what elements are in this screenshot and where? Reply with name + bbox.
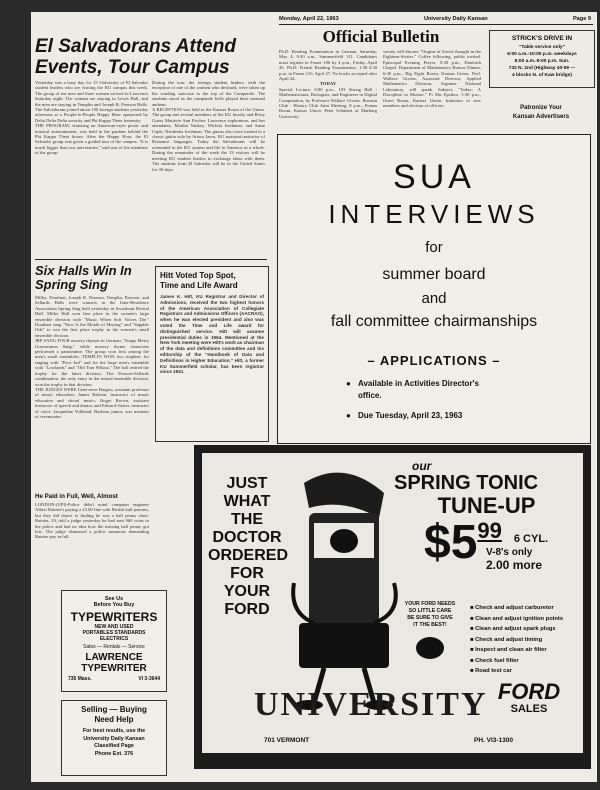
ford-check-item: ■ Check and adjust timing <box>470 636 543 643</box>
typewriter-footer <box>68 676 160 682</box>
ford-phone: PH. VI3-1300 <box>474 737 514 744</box>
sua-bullet-2-text: Due Tuesday, April 23, 1963 <box>358 411 463 420</box>
stricks-line3: 8:00 a.m.-9:00 p.m. Sun. <box>514 59 570 64</box>
ford-needs1: YOUR FORD NEEDS <box>404 601 456 607</box>
bulletin-text-2: Special Lecture, 8:00 p.m., 103 Strong Hall - Mathematicians, Biologists, and Engineers in Digital Computation, by Professor Wallace Givens. Russian Club - History Club Joint Meeting, 8 p.m., Forum Room, Kansas Union. Peter Schubert of Marburg University. <box>279 86 377 119</box>
sua-bullet-1-text: Available in Activities Director's office. <box>358 379 479 400</box>
ford-price-dollars: $5 <box>424 516 478 569</box>
sixhalls-headline: Six Halls Win In Spring Sing <box>35 263 132 292</box>
classified-body3: Classified Page <box>94 743 134 749</box>
hitt-headline-2: Time and Life Award <box>160 281 238 290</box>
ford-checklist <box>470 603 580 677</box>
stricks-title: STRICK'S DRIVE IN <box>511 35 573 42</box>
classified-heading <box>62 705 166 725</box>
sixhalls-text-3: THE JUDGES WERE Genevieve Hargiss, assistant professor of music education; James Ralston, instructor of music education and choral music; Roger Brown, assistant instructor of speech and drama; and Edward Souter, instructor of voice. Jacqueline Volkland, Bushton junior, was mistress of ceremonies. <box>35 386 149 419</box>
ford-left2: WHAT <box>223 493 271 510</box>
sua-title: SUA <box>393 158 475 196</box>
salvador-headline: El Salvadorans Attend Events, Tour Campus <box>35 36 236 78</box>
sua-line2: fall committee chairmanships <box>330 313 538 330</box>
patronize-notice <box>489 104 593 122</box>
sixhalls-article <box>35 295 149 490</box>
typewriter-addr: 735 Mass. <box>68 676 92 682</box>
ford-left7: YOUR <box>223 583 271 600</box>
stricks-ad <box>489 30 595 88</box>
hitt-headline <box>160 271 264 291</box>
newspaper-page <box>31 12 597 782</box>
typewriter-ad <box>61 590 167 692</box>
ford-check-item: ■ Inspect and clean air filter <box>470 647 547 653</box>
bulletin-col2: versity will discuss "Origins of Soviet thought in the Eighteen-Sixties." Coffee following, public invited. Episcopal Evening Prayer, 5:30 p.m., Danforth Chapel. Department of Mathematics Honors Dinner, 6:30 p.m., Big Eight Room, Kansas Union. Prof. Wallace Givens, Associate Director, Applied Mathematics Division, Argonne National Laboratory, will speak. Subject: "Today: A Discipline in Motion." Pi Mu Epsilon, 5:30 p.m., Ornot Room, Kansas Union. Initiation of new members and election of officers. <box>383 49 481 109</box>
sua-bullet-2: ● Due Tuesday, April 23, 1963 <box>346 411 463 420</box>
typewriter-see: See Us <box>104 596 124 602</box>
salvador-text-2: THE PROGRAM, featuring an American-style picnic and musical entertainment, was held in the gardens behind the Phi Kappa Theta house. After the Happy Hour, the El Salvador group was given a guided tour of the campus. "It is much bigger than our universities," said one of the members of the group. <box>35 123 148 156</box>
typewriter-name <box>62 652 166 674</box>
ford-check-item: ■ Check fuel filter <box>470 657 519 664</box>
stricks-line5: 4 blocks N. of Kaw bridge) <box>512 73 572 78</box>
article-divider <box>35 259 267 260</box>
official-bulletin <box>279 28 483 136</box>
masthead-page: Page 9 <box>572 16 591 22</box>
classified-body2: University Daily Kansan <box>83 735 145 742</box>
patronize-line2: Kansan Advertisers <box>512 114 570 120</box>
typewriter-name2: TYPEWRITER <box>81 663 147 674</box>
sua-and: and <box>421 290 447 307</box>
sua-bullets <box>346 378 590 422</box>
ford-needs4: IT THE BEST! <box>413 622 447 628</box>
salvador-article-col1 <box>35 80 148 252</box>
ford-left5: ORDERED <box>208 547 289 564</box>
ford-left1: JUST <box>226 475 268 492</box>
classified-h2: Need Help <box>94 715 134 724</box>
bulletin-today: TODAY <box>319 81 337 87</box>
bulletin-text-1: Ph.D. Reading Examination in German, Saturday, May 4, 9:30 a.m., Summerfield 111. Candidates must register in Fraser 106 by 4 p.m., Friday, April 26. Ph.D. French Reading Examination, 1:30-3:30 p.m. in Fraser 116. April 27. No books accepted after April 24. <box>279 49 377 82</box>
stricks-line4: 732 N. 2nd (Highway 40-59 — <box>508 66 576 71</box>
ford-check-item: ■ Road test car <box>470 668 512 674</box>
sua-for: for <box>425 239 443 256</box>
ford-left8: FORD <box>224 601 270 618</box>
typewriter-sub3: ELECTRICS <box>99 636 129 642</box>
ford-v8 <box>486 547 579 571</box>
ford-needs3: BE SURE TO GIVE <box>407 615 453 621</box>
ford-check-item: ■ Check and adjust carburetor <box>470 605 554 611</box>
ford-dealer-logo <box>494 681 564 715</box>
classified-body1: For best results, use the <box>82 728 146 734</box>
classified-ad <box>61 700 167 776</box>
ford-dealer-name: UNIVERSITY <box>254 686 488 723</box>
ford-check-item: ■ Clean and adjust ignition points <box>470 615 564 622</box>
ford-tuneup-ad <box>194 445 591 769</box>
ford-check-item: ■ Clean and adjust spark plugs <box>470 626 556 632</box>
ford-left4: DOCTOR <box>212 529 282 546</box>
ford-title1: SPRING TONIC <box>394 472 539 494</box>
typewriter-sales: Sales — Rentals — Service <box>83 644 145 650</box>
patronize-line1: Patronize Your <box>520 105 562 111</box>
masthead-paper: University Daily Kansan <box>423 16 488 22</box>
ford-dealer-sales: SALES <box>510 703 548 715</box>
stricks-details <box>490 44 594 79</box>
hitt-text: James K. Hitt, KU Registrar and Director of Admissions, received the two highest honors of the American Association of Collegiate Registrars and Admissions Officers (AACRAO), when he was elected president and also was voted the Time and Life award for distinguished service. Hitt will assume presidential duties in 1964. Mentioned at the New York meeting were Hitt's work as chairman of the data and definitions committee and his editorship of the "Handbook of Data and Definitions in Higher Education." Hitt, a former KU Summerfield scholar, has been registrar since 1941. <box>160 294 264 375</box>
ford-left3: THE <box>231 511 263 528</box>
ford-our: our <box>412 459 432 473</box>
salvador-text-4: A RECEPTION was held in the Kansas Room of the Union. The group met several members of the KU faculty and Betsy Guess Marjorie Ann Fischer, Lawrence sophomore, and her attendants, Martha Yankey, Wichita freshman, and Susie Caple, Neodesha freshman. The guests also were treated to a classic guitar solo by Arturo Jasso, KU assistant instructor of Romance languages. Today the Salvadorans will be orientated to the KU system and life in America as a whole. During the remainder of the week the 13 visitors will be meeting KU student leaders to exchange ideas with them. The students from El Salvador will be in the United States for 30 days. <box>152 107 265 172</box>
ford-dealer-ford: FORD <box>497 679 561 704</box>
masthead-rule <box>279 24 593 25</box>
salvador-article-col2 <box>152 80 265 260</box>
stricks-line2: 6:00 a.m.-10:00 p.m. weekdays <box>507 52 577 57</box>
classified-h1: Selling — Buying <box>81 705 147 714</box>
sua-interviews-ad <box>277 134 591 444</box>
ford-logo-oval <box>416 637 444 659</box>
paid-headline: He Paid in Full, Well, Almost <box>35 493 118 500</box>
salvador-text-1: Yesterday was a busy day for 15 University of El Salvador student leaders who are visiting the KU campus this week. The group of ten men and three women arrived in Lawrence Saturday night. The women are staying in Lewis Hall, and the men are staying in Templin and Joseph R. Pearson Halls. The Salvadorans joined about 100 foreign students yesterday afternoon at a People-to-People Happy Hour sponsored by Delta Delta Delta sorority and Phi Kappa Theta fraternity. <box>35 80 148 123</box>
ford-title2: TUNE-UP <box>437 493 536 518</box>
typewriter-sub1: NEW AND USED <box>94 624 134 630</box>
typewriter-sub2: PORTABLES STANDARDS <box>82 630 146 636</box>
salvador-text-3: During the tour, the foreign student leaders, with the exception of one of the women who declined, were taken up the winding staircase to the top of the Campanile. The students stood as the campanile bells played their national anthem. <box>152 80 265 107</box>
sua-line1: summer board <box>382 266 486 283</box>
ford-price-cents: 99 <box>477 518 502 543</box>
ford-cyl: 6 CYL. <box>513 533 549 545</box>
ford-left6: FOR <box>230 565 264 582</box>
sixhalls-text-1: Miller, Douthart, Joseph R. Pearson, Templin, Pearson, and Sellards Halls were winners in the Inter-Residence Association Spring Sing held yesterday in Swarthout Recital Hall. Miller Hall won first place in the women's large ensemble division with "Music When Soft Voices Die." Douthart sang "Now Is the Month of Maying" and "Sapphic Ode" to win the first place trophy in the women's small ensemble division. <box>35 295 149 338</box>
ford-left-slogan <box>208 475 289 619</box>
ford-needs <box>396 601 464 629</box>
typewriter-phone: VI 3-3644 <box>138 676 160 682</box>
ford-address: 701 VERMONT <box>264 737 310 744</box>
sua-applications: – APPLICATIONS – <box>367 353 501 368</box>
ford-v8-price: 2.00 more <box>486 558 543 572</box>
ford-v8-label: V-8's only <box>486 547 533 558</box>
sixhalls-text-2: JRP SANG FOUR nursery rhymes in German, "Songs Merry Groomsmen Sang," while nursery rhyme characters performed a pantomime. The group won first among the men's small ensembles. TEMPLIN WON two trophies: for staging with "Poor Jud" and for the large men's ensemble with "Lowlands" and "Old Tom Wilson." The ball retired the trophy for the latter division. The Pearson-Sellards combination, the only entry in the mixed ensemble division, won the trophy in that division. <box>35 338 149 387</box>
typewriter-types <box>62 624 166 642</box>
doctor-bag-illustration <box>284 463 404 713</box>
ford-needs2: SO LITTLE CARE <box>408 608 452 614</box>
typewriter-name1: LAWRENCE <box>85 652 143 663</box>
sua-bullet-1: ● Available in Activities Director's office. <box>346 378 590 402</box>
bulletin-col1 <box>279 49 377 135</box>
stricks-line1: "Table service only" <box>519 45 565 50</box>
masthead-date: Monday, April 22, 1963 <box>279 16 339 22</box>
classified-body <box>62 728 166 758</box>
bulletin-title: Official Bulletin <box>322 28 440 46</box>
classified-phone: Phone Ext. 376 <box>94 750 134 757</box>
hitt-article <box>155 266 269 442</box>
ford-offer <box>394 459 579 674</box>
hitt-headline-1: Hitt Voted Top Spot, <box>160 271 236 280</box>
sua-interviews: INTERVIEWS <box>328 199 540 229</box>
paid-article: LONDON-(UPI)-Police didn't mind computer engineer Albert Rainier's paying a £3.60 fine with British half pennies, but they did object to finding he was a half penny short. Rainier, 29, told a judge yesterday he had sent 960 coins to the police and had no idea how the missing half penny got lost. The judge dismissed a police summons demanding Rainier pay in full. <box>35 502 149 540</box>
typewriter-big: TYPEWRITERS <box>70 610 158 624</box>
page-masthead <box>279 16 591 22</box>
typewriter-before: Before You Buy <box>93 602 135 608</box>
